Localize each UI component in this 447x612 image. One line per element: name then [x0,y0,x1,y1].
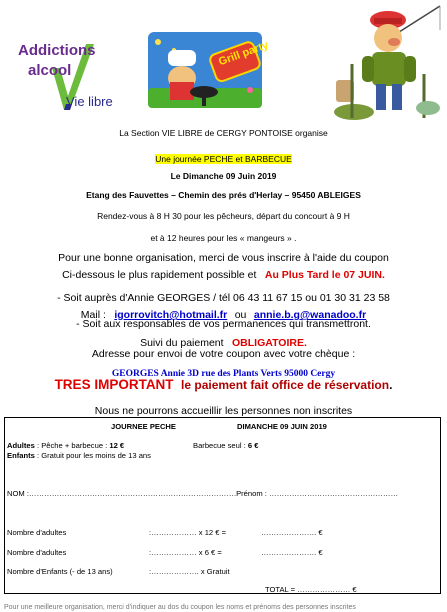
coupon-bbq-line [193,441,258,450]
registration-coupon [4,417,441,594]
mail-or: ou [234,309,247,321]
contact-annie: - Soit auprès d'Annie GEORGES / tél 06 43 11 67 15 ou 01 30 31 23 58 [57,292,390,304]
coupon-title-right: DIMANCHE 09 JUIN 2019 [237,422,327,431]
register-text: Ci-dessous le plus rapidement possible et [62,269,257,281]
important-dot: . [389,378,393,392]
grand-total[interactable]: TOTAL = ………………… € [265,585,357,594]
payment-required: OBLIGATOIRE. [232,337,307,349]
name-field[interactable]: NOM :……………………………………………………………………….Prénom : …………………………………………… [7,489,399,498]
schedule-line-2: et à 12 heures pour les « mangeurs » . [150,233,297,243]
adults-text: : Pêche + barbecue : [34,441,110,450]
adults-price: 12 € [109,441,125,450]
event-title: Une journée PECHE et BARBECUE [155,154,292,164]
email-link-1[interactable]: igorrovitch@hotmail.fr [114,309,228,321]
register-line-1: Pour une bonne organisation, merci de vous inscrire à l'aide du coupon [58,252,389,264]
contact-permanences: - Soit aux responsables de vos permanences qui transmettront. [76,318,371,330]
fisherman-illustration [332,4,444,122]
event-location: Etang des Fauvettes – Chemin des prés d'Herlay – 95450 ABLEIGES [86,190,361,200]
register-deadline: Au Plus Tard le 07 JUIN. [264,269,385,281]
address-label: Adresse pour envoi de votre coupon avec votre chèque : [91,348,356,360]
mail-label: Mail : [80,309,106,321]
logo-text-addictions: Addictions [18,42,96,59]
logo-text-vie-libre: Vie libre [66,94,113,109]
adults-label: Adultes [7,441,35,450]
grill-party-picture [146,30,271,110]
logo-text-alcool: alcool [28,62,72,79]
grill-party-illustration [146,30,271,110]
event-title-line [0,149,447,167]
row-adults-6-qty[interactable]: :……………… x 6 € = [149,548,222,557]
bbq-text: Barbecue seul : [193,441,248,450]
email-link-2[interactable]: annie.b.g@wanadoo.fr [253,309,367,321]
row-adults-12-qty[interactable]: :……………… x 12 € = [149,528,227,537]
vie-libre-logo [12,38,122,116]
postal-address: GEORGES Annie 3D rue des Plants Verts 95000 Cergy [111,369,336,379]
coupon-adults-line [7,441,124,450]
notice-non-inscrits: Nous ne pourrons accueillir les personnes non inscrites [94,405,353,417]
row-adults-12-total[interactable]: …………………. € [261,528,323,537]
coupon-title-left: JOURNEE PECHE [111,422,176,431]
coupon-children-line [7,451,151,460]
grill-party-caption: Grill party [217,39,271,69]
row-children-label: Nombre d'Enfants (- de 13 ans) [7,567,113,576]
intro-text: La Section VIE LIBRE de CERGY PONTOISE organise [119,128,328,138]
schedule-line-1: Rendez-vous à 8 H 30 pour les pêcheurs, départ du concourt à 9 H [97,211,350,221]
row-adults-6-total[interactable]: …………………. € [261,548,323,557]
children-label: Enfants [7,451,35,460]
event-date: Le Dimanche 09 Juin 2019 [170,171,277,181]
row-adults-12-label: Nombre d'adultes [7,528,67,537]
fisherman-picture [332,4,444,122]
bbq-price: 6 € [247,441,259,450]
footer-cut-text: Pour une meilleure organisation, merci d'indiquer au dos du coupon les noms et prénoms des personnes inscrites [4,604,356,611]
important-line [0,376,447,394]
payment-prefix: Suivi du paiement [140,337,224,349]
important-rest: le paiement fait office de réservation [181,378,390,392]
register-line-2 [0,265,447,283]
row-children-qty[interactable]: :………………. x Gratuit [149,567,230,576]
children-text: : Gratuit pour les moins de 13 ans [34,451,151,460]
important-red: TRES IMPORTANT [54,377,174,392]
row-adults-6-label: Nombre d'adultes [7,548,67,557]
